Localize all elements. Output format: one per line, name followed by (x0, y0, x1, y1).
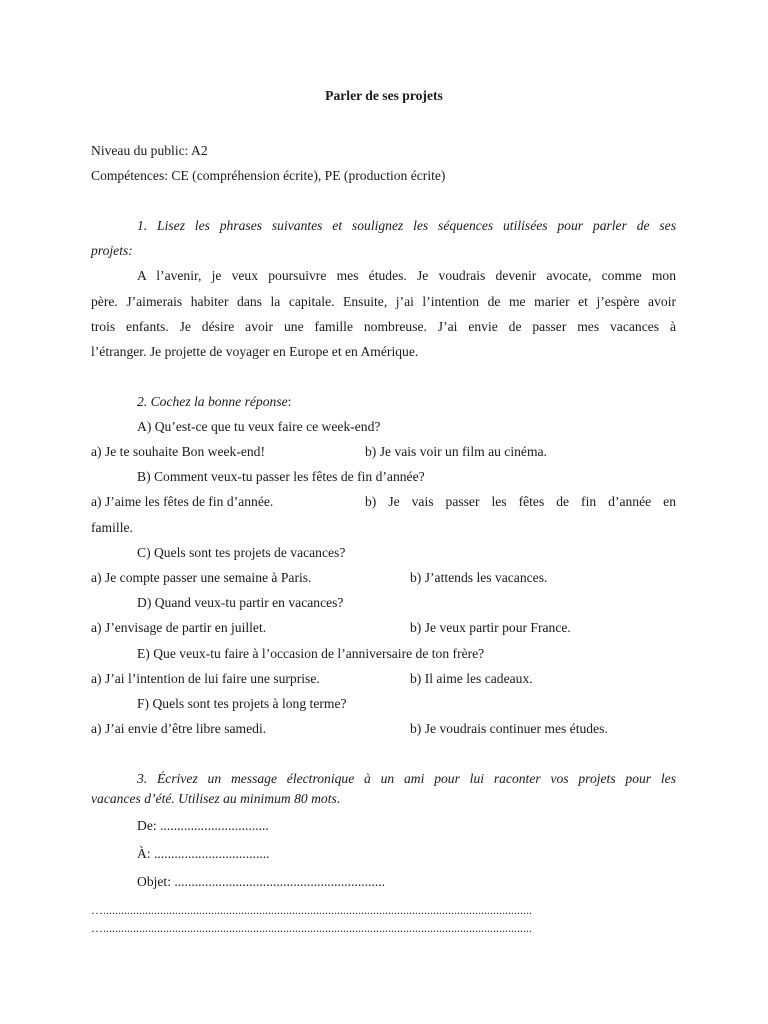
answer-e-option-a[interactable]: a) J’ai l’intention de lui faire une surprise. (91, 671, 320, 686)
answer-c-option-a[interactable]: a) Je compte passer une semaine à Paris. (91, 570, 312, 585)
ex2-instruction-text: 2. Cochez la bonne réponse (137, 394, 288, 409)
ex1-text-line4: l’étranger. Je projette de voyager en Europe et en Amérique. (91, 344, 419, 359)
answer-e-option-b[interactable]: b) Il aime les cadeaux. (410, 671, 533, 686)
writing-line-2[interactable]: …............................................................................................................................................... (91, 921, 532, 935)
skills-line: Compétences: CE (compréhension écrite), PE (production écrite) (91, 168, 446, 183)
answer-b-option-b[interactable]: b) Je vais passer les fêtes de fin d’année en (365, 494, 676, 509)
question-e: E) Que veux-tu faire à l’occasion de l’anniversaire de ton frère? (137, 646, 485, 661)
answer-d-option-b[interactable]: b) Je veux partir pour France. (410, 620, 571, 635)
question-c: C) Quels sont tes projets de vacances? (137, 545, 346, 560)
question-f: F) Quels sont tes projets à long terme? (137, 696, 347, 711)
email-subject-field[interactable]: Objet: .............................................................. (137, 874, 386, 889)
ex3-instruction-line2-text: vacances d’été. Utilisez au minimum 80 mots (91, 791, 337, 806)
ex3-instruction-line1: 3. Écrivez un message électronique à un ami pour lui raconter vos projets pour les (137, 771, 676, 786)
answer-c-option-b[interactable]: b) J’attends les vacances. (410, 570, 548, 585)
answer-f-option-a[interactable]: a) J’ai envie d’être libre samedi. (91, 721, 267, 736)
ex1-text-line3: trois enfants. Je désire avoir une famille nombreuse. J’ai envie de passer mes vacances à (91, 319, 676, 334)
ex2-instruction (137, 394, 291, 410)
writing-line-1[interactable]: …............................................................................................................................................... (91, 903, 532, 917)
ex1-text-line1: A l’avenir, je veux poursuivre mes études. Je voudrais devenir avocate, comme mon (137, 268, 676, 283)
answer-a-option-a[interactable]: a) Je te souhaite Bon week-end! (91, 444, 266, 459)
ex3-instruction-period: . (336, 791, 341, 806)
answer-f-option-b[interactable]: b) Je voudrais continuer mes études. (410, 721, 608, 736)
question-d: D) Quand veux-tu partir en vacances? (137, 595, 344, 610)
email-to-field[interactable]: À: .................................. (137, 846, 270, 861)
answer-a-option-b[interactable]: b) Je vais voir un film au cinéma. (365, 444, 547, 459)
answer-d-option-a[interactable]: a) J’envisage de partir en juillet. (91, 620, 267, 635)
ex1-text-line2: père. J’aimerais habiter dans la capitale. Ensuite, j’ai l’intention de me marier et j’espère avoir (91, 294, 676, 309)
email-from-field[interactable]: De: ................................ (137, 818, 269, 833)
page-title: Parler de ses projets (325, 88, 443, 103)
question-b: B) Comment veux-tu passer les fêtes de fin d’année? (137, 469, 425, 484)
level-line: Niveau du public: A2 (91, 143, 208, 158)
ex1-instruction-line1: 1. Lisez les phrases suivantes et soulignez les séquences utilisées pour parler de ses (137, 218, 676, 233)
answer-b-option-a[interactable]: a) J’aime les fêtes de fin d’année. (91, 494, 274, 509)
ex1-instruction-line2: projets: (91, 243, 133, 258)
ex2-instruction-colon: : (287, 394, 292, 409)
question-a: A) Qu’est-ce que tu veux faire ce week-end? (137, 419, 381, 434)
answer-b-option-b-continued: famille. (91, 520, 133, 535)
ex3-instruction-line2 (91, 791, 340, 807)
